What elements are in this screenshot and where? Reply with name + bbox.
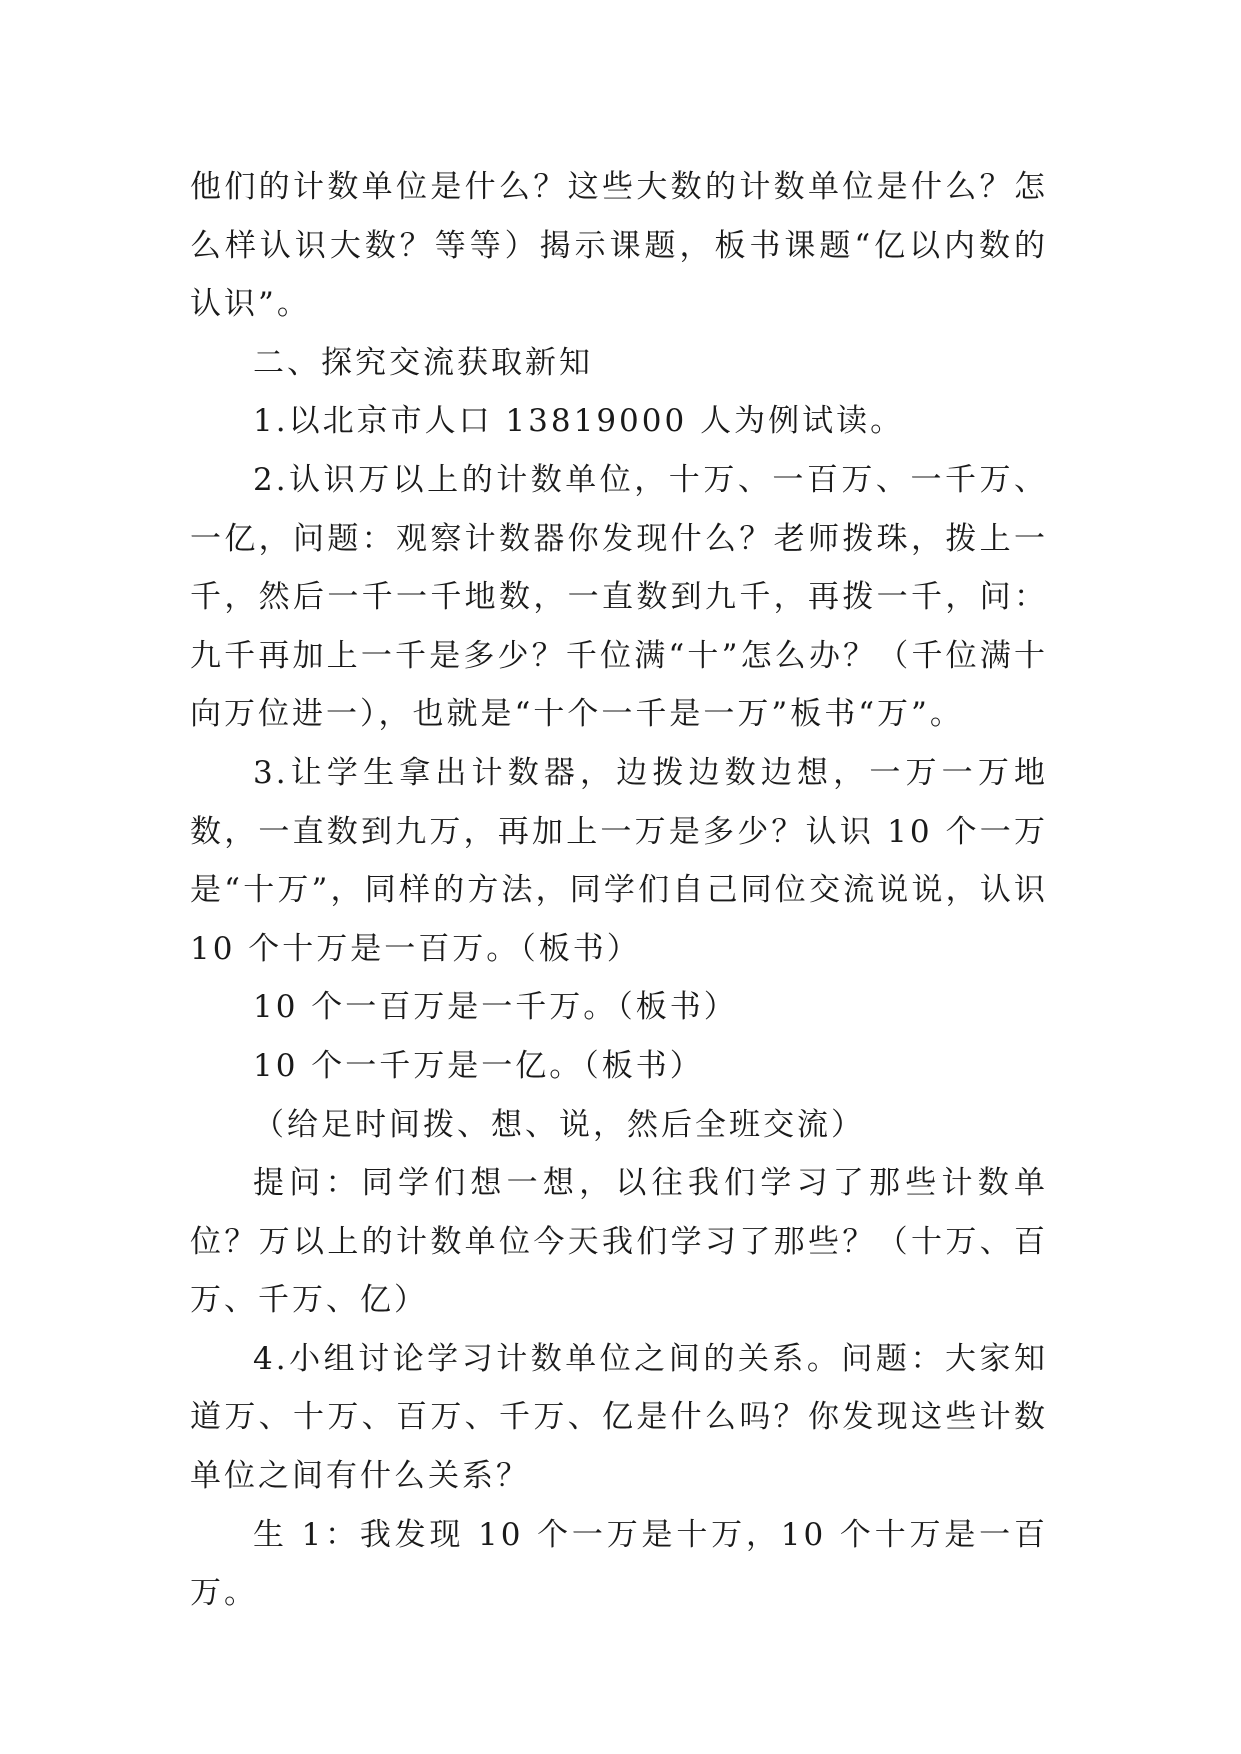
paragraph-intro-continuation: 他们的计数单位是什么？这些大数的计数单位是什么？怎么样认识大数？等等）揭示课题，板书课题“亿以内数的认识”。 (190, 169, 1048, 323)
paragraph-item-2: 2.认识万以上的计数单位，十万、一百万、一千万、一亿，问题：观察计数器你发现什么？老师拨珠，拨上一千，然后一千一千地数，一直数到九千，再拨一千，问：九千再加上一千是多少？千位满“十”怎么办？（千位满十向万位进一），也就是“十个一千是一万”板书“万”。 (190, 461, 1048, 733)
section-heading: 二、探究交流获取新知 (253, 344, 593, 381)
paragraph-class-discussion: （给足时间拨、想、说，然后全班交流） (253, 1106, 865, 1143)
paragraph-student-answer: 生 1：我发现 10 个一万是十万，10 个十万是一百万。 (190, 1516, 1048, 1612)
document-body (190, 158, 1048, 1623)
paragraph-item-1: 1.以北京市人口 13819000 人为例试读。 (253, 403, 905, 440)
paragraph-board-note-2: 10 个一千万是一亿。（板书） (253, 1047, 704, 1084)
paragraph-question: 提问：同学们想一想，以往我们学习了那些计数单位？万以上的计数单位今天我们学习了那些？（十万、百万、千万、亿） (190, 1165, 1048, 1319)
paragraph-item-3: 3.让学生拿出计数器，边拨边数边想，一万一万地数，一直数到九万，再加上一万是多少？认识 10 个一万是“十万”，同样的方法，同学们自己同位交流说说，认识 10 个十万是一百万。（板书） (190, 754, 1048, 967)
paragraph-board-note-1: 10 个一百万是一千万。（板书） (253, 989, 738, 1026)
paragraph-item-4: 4.小组讨论学习计数单位之间的关系。问题：大家知道万、十万、百万、千万、亿是什么吗？你发现这些计数单位之间有什么关系？ (190, 1340, 1048, 1495)
